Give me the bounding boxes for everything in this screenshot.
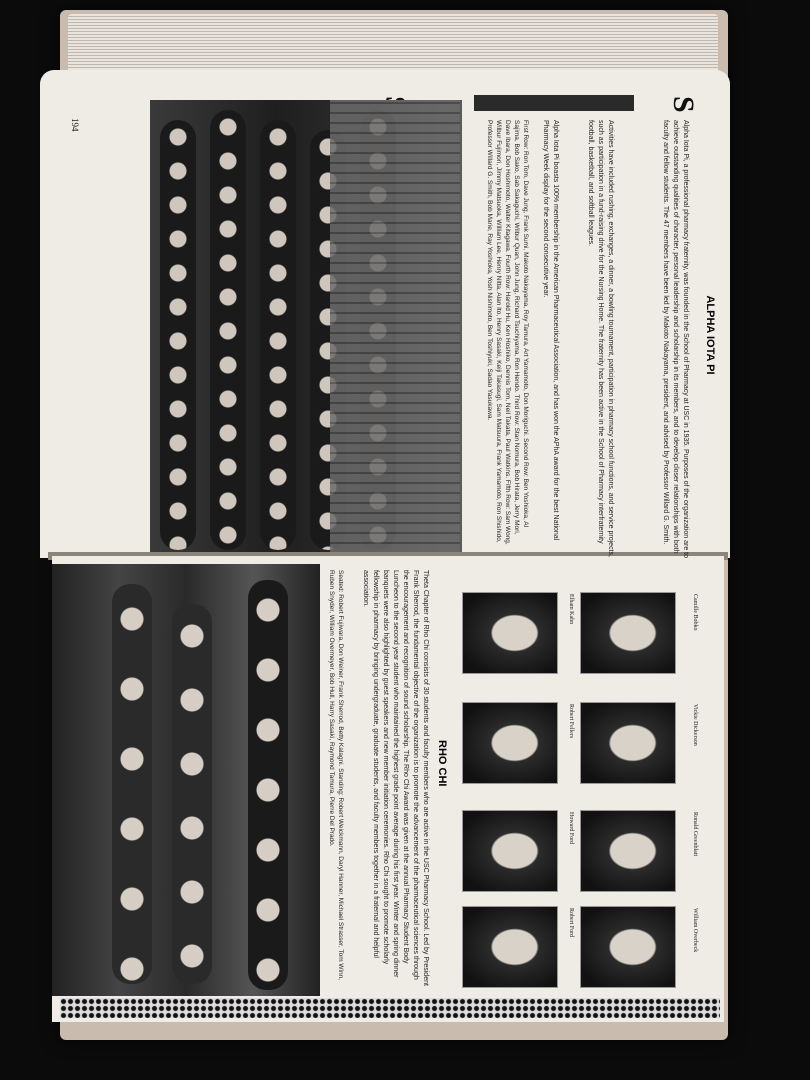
alpha-iota-pi-paragraph-2: Activities have included rushing, exchanges, a dinner, a bowling tournament, participation in pharmacy school functions, and service projects, such as participation in a fund-raising drive for the Nursing Home. The fraternity has been active in the School of Pharmacy interfraternity football, basketball, and softball leagues. xyxy=(587,120,614,557)
rho-photo-row-1 xyxy=(248,580,288,990)
portrait-left-4 xyxy=(462,906,558,988)
portrait-right-3 xyxy=(580,810,676,892)
header-bar xyxy=(474,95,634,111)
portrait-name-right-2: Vickie Dickerson xyxy=(692,704,698,746)
photo-row-5 xyxy=(160,120,196,550)
brick-wall-background xyxy=(330,100,460,552)
rho-photo-row-3 xyxy=(112,584,152,984)
alpha-iota-pi-paragraph-3: Alpha Iota Pi boasts 100% membership in the American Pharmaceutical Association, and has won the APhA award for the best National Pharmacy Week display for the second consecutive year. xyxy=(542,120,559,541)
rho-chi-group-photo xyxy=(52,564,320,996)
portrait-name-left-4: Robert Ford xyxy=(568,908,574,938)
rho-chi-title: RHO CHI xyxy=(436,740,448,787)
page-number: 194 xyxy=(70,118,80,132)
portrait-name-left-1: Elham Kahn xyxy=(568,594,574,625)
portrait-name-left-3: Howard Ford xyxy=(568,812,574,845)
page-number-wrap xyxy=(70,118,94,132)
photo-row-3 xyxy=(260,120,296,550)
rho-photo-row-2 xyxy=(172,604,212,984)
rho-chi-caption: Seated: Robert Fujiwara, Don Weiner, Frank Sherrod, Betty Kalagni. Standing: Robert Weickmann, Daryl Hanner, Michael Strasser, Tom Winn, Ruben Snyder, William Overmeyer, Bob Hull, Harry Sasaki, Raymond Tamura, Pierre Del Prado. xyxy=(328,570,344,981)
portrait-name-right-4: William Overbeck xyxy=(692,908,698,953)
alpha-iota-pi-paragraph-1: Alpha Iota Pi, a professional pharmacy fraternity, was founded in the School of Pharmacy at USC in 1935. Purposes of the organization are to achieve outstanding qualities of character, personal leadership and scholarship in its members, and to develop closer relationships with both faculty and fellow students. The 47 members have been led by Makoto Nakayama, president, and advised by Professor Willard G. Smith. xyxy=(662,120,689,559)
portrait-right-2 xyxy=(580,702,676,784)
section-letter-right: S xyxy=(667,96,700,113)
alpha-iota-pi-caption: First Row: Ron Tom, Dave Jung, Frank Sumi, Makoto Nakayama, Roy Tamura, Art Yamamoto, Don Moriguchi. Second Row: Ben Yoshioka, Al Sajima, Bob Sako, Sab Sakaguchi, Wilbur Quan, John Jung, Richard Tsuchiyama, Ron Hendo. Third Row: Stan Nomura, Bob Hirata, Jerry Mori, Dave Ibara, Don Hoshimoto, Walter Kitagawa. Fourth Row: Harold Hu, Ken Hoshiko, Dennis Tom, Neil Takata, Paul Watkins. Fifth Row: Sam Wong, Wilbur Fujimori, Jimmy Matsuoka, William Lee, Henry Nitta, Alan Ito, Henry Sasaki, Keiji Takasugi, Sam Matsuura, Frank Yamamoto, Ron Shishido, Professor Willard G. Smith, Bob Marie, Ray Yoshioka, Yosh Nishimoto, Ben Toshiyuki, Sadao Yasukawa. xyxy=(486,120,529,545)
portrait-left-3 xyxy=(462,810,558,892)
photo-row-4 xyxy=(210,110,246,550)
halftone-dot-border xyxy=(60,998,720,1018)
alpha-iota-pi-title: ALPHA IOTA PI xyxy=(704,295,716,375)
portrait-right-4 xyxy=(580,906,676,988)
portrait-name-right-1: Camille Bobko xyxy=(692,594,698,631)
rho-chi-paragraph: Theta Chapter of Rho Chi consists of 30 students and faculty members who are active in the USC Pharmacy School. Led by President Frank Sherrod, the fundamental objective of the organization is to promote the advancement of the pharmaceutical sciences through the encouragement and recognition of sound scholarship. The Rho Chi Award was given at the annual Pharmacy Student Body Luncheon to the second year student who maintained the highest grade point average during his first year. Winter and spring dinner banquets were also highlighted by guest speakers and new member initiation ceremonies. Rho Chi sought to promote scholarly fellowship in pharmacy by bringing undergraduate, graduate students, and faculty members together in a fraternal and helpful association. xyxy=(362,570,429,986)
portrait-name-right-3: Ronald Greenblatt xyxy=(692,812,698,857)
portrait-name-left-2: Robert Fellers xyxy=(568,704,574,739)
